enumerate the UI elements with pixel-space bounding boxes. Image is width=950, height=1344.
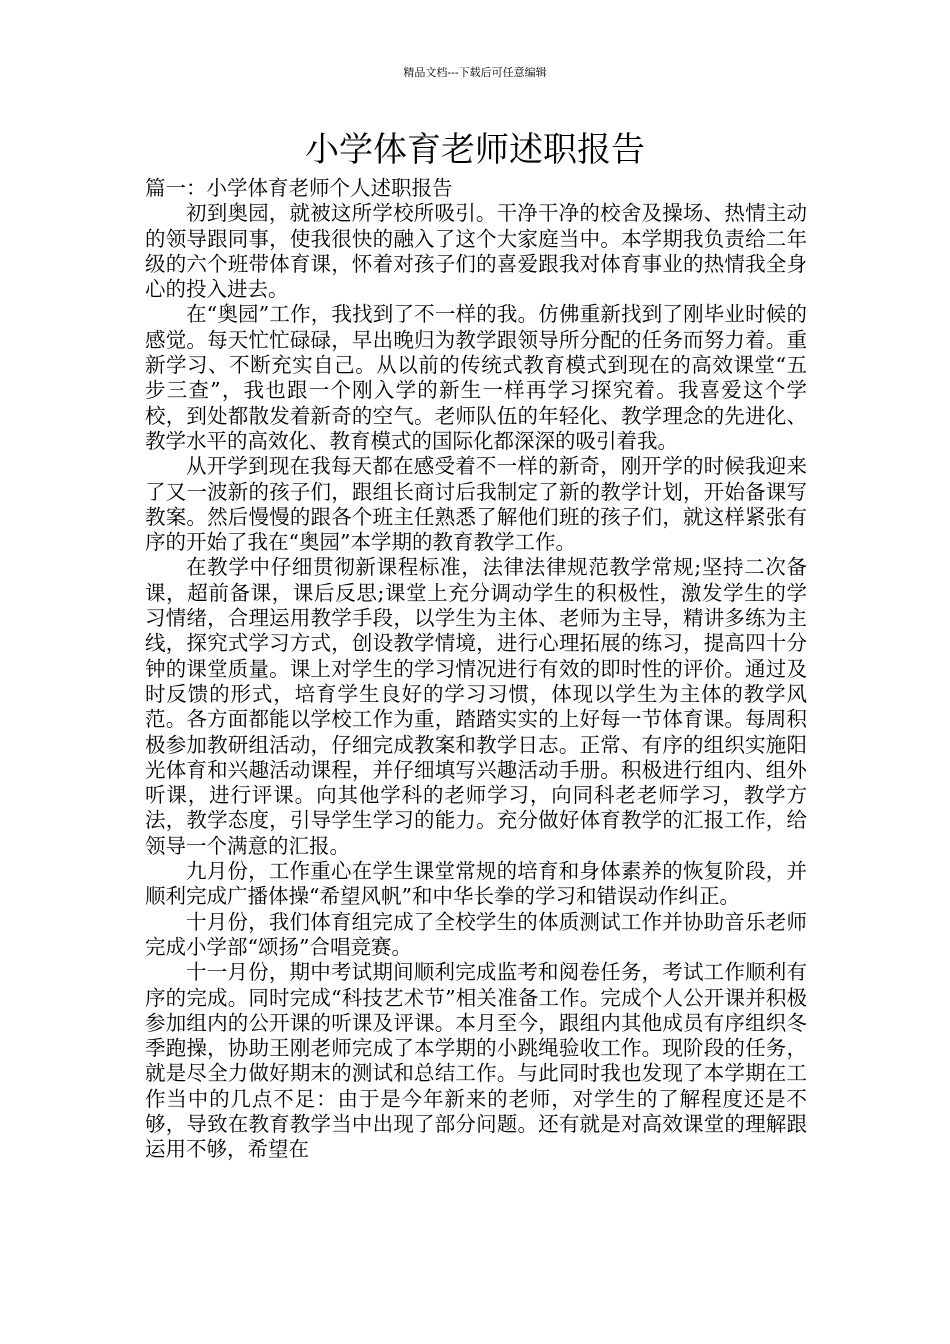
paragraph: 在教学中仔细贯彻新课程标准，法律法律规范教学常规;坚持二次备课，超前备课，课后反思;课堂上充分调动学生的积极性，激发学生的学习情绪，合理运用教学手段，以学生为主体、老师为主导，精讲多练为主线，探究式学习方式，创设教学情境，进行心理拓展的练习，提高四十分钟的课堂质量。课上对学生的学习情况进行有效的即时性的评价。通过及时反馈的形式，培育学生良好的学习习惯，体现以学生为主体的教学风范。各方面都能以学校工作为重，踏踏实实的上好每一节体育课。每周积极参加教研组活动，仔细完成教案和教学日志。正常、有序的组织实施阳光体育和兴趣活动课程，并仔细填写兴趣活动手册。积极进行组内、组外听课，进行评课。向其他学科的老师学习，向同科老老师学习，教学方法，教学态度，引导学生学习的能力。充分做好体育教学的汇报工作，给领导一个满意的汇报。 xyxy=(145,555,807,858)
paragraph: 在“奥园”工作，我找到了不一样的我。仿佛重新找到了刚毕业时候的感觉。每天忙忙碌碌，早出晚归为教学跟领导所分配的任务而努力着。重新学习、不断充实自己。从以前的传统式教育模式到现在的高效课堂“五步三查”，我也跟一个刚入学的新生一样再学习探究着。我喜爱这个学校，到处都散发着新奇的空气。老师队伍的年轻化、教学理念的先进化、教学水平的高效化、教育模式的国际化都深深的吸引着我。 xyxy=(145,302,807,453)
paragraph: 九月份，工作重心在学生课堂常规的培育和身体素养的恢复阶段，并顺利完成广播体操“希望风帆”和中华长拳的学习和错误动作纠正。 xyxy=(145,859,807,909)
paragraph: 从开学到现在我每天都在感受着不一样的新奇，刚开学的时候我迎来了又一波新的孩子们，跟组长商讨后我制定了新的教学计划，开始备课写教案。然后慢慢的跟各个班主任熟悉了解他们班的孩子们，就这样紧张有序的开始了我在“奥园”本学期的教育教学工作。 xyxy=(145,454,807,555)
paragraph: 十月份，我们体育组完成了全校学生的体质测试工作并协助音乐老师完成小学部“颂扬”合唱竞赛。 xyxy=(145,909,807,959)
section-heading: 篇一：小学体育老师个人述职报告 xyxy=(145,176,453,200)
document-body xyxy=(145,176,807,1163)
header-note: 精品文档---下载后可任意编辑 xyxy=(403,66,547,79)
paragraph: 初到奥园，就被这所学校所吸引。干净干净的校舍及操场、热情主动的领导跟同事，使我很快的融入了这个大家庭当中。本学期我负责给二年级的六个班带体育课，怀着对孩子们的喜爱跟我对体育事业的热情我全身心的投入进去。 xyxy=(145,201,807,302)
document-title: 小学体育老师述职报告 xyxy=(305,130,645,170)
paragraph: 十一月份，期中考试期间顺利完成监考和阅卷任务，考试工作顺利有序的完成。同时完成“科技艺术节”相关准备工作。完成个人公开课并积极参加组内的公开课的听课及评课。本月至今，跟组内其他成员有序组织冬季跑操，协助王刚老师完成了本学期的小跳绳验收工作。现阶段的任务，就是尽全力做好期末的测试和总结工作。与此同时我也发现了本学期在工作当中的几点不足：由于是今年新来的老师，对学生的了解程度还是不够，导致在教育教学当中出现了部分问题。还有就是对高效课堂的理解跟运用不够，希望在 xyxy=(145,960,807,1162)
